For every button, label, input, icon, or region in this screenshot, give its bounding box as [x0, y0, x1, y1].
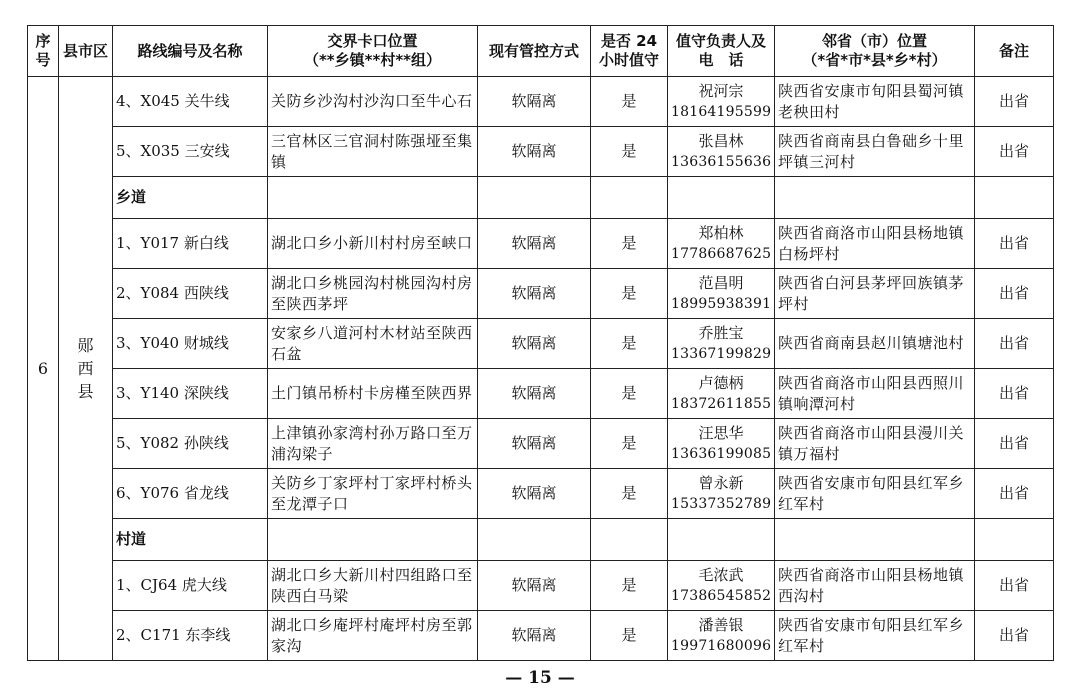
control-cell: 软隔离: [478, 369, 591, 419]
control-cell: 软隔离: [478, 219, 591, 269]
checkpoint-cell: 关防乡丁家坪村丁家坪村桥头至龙潭子口: [268, 469, 478, 519]
person-phone: 13636199085: [671, 445, 772, 462]
empty-cell: [975, 177, 1054, 219]
empty-cell: [775, 519, 975, 561]
person-name: 郑柏林: [698, 223, 744, 242]
header-neighbor: [775, 26, 975, 77]
empty-cell: [268, 519, 478, 561]
person-cell: [668, 419, 775, 469]
note-cell: 出省: [975, 219, 1054, 269]
person-name: 毛浓武: [698, 565, 744, 584]
empty-cell: [775, 177, 975, 219]
person-name: 范昌明: [698, 273, 744, 292]
route-cell: 6、Y076 省龙线: [113, 469, 268, 519]
duty24-cell: 是: [591, 77, 668, 127]
note-cell: 出省: [975, 611, 1054, 661]
person-phone: 17386545852: [671, 587, 772, 604]
empty-cell: [591, 177, 668, 219]
checkpoint-table: [27, 25, 1054, 661]
person-phone: 13636155636: [671, 153, 772, 170]
group-seq: 6: [28, 77, 59, 661]
note-cell: 出省: [975, 561, 1054, 611]
note-cell: 出省: [975, 127, 1054, 177]
note-cell: 出省: [975, 319, 1054, 369]
section-row-township: [28, 177, 1054, 219]
control-cell: 软隔离: [478, 127, 591, 177]
checkpoint-cell: 湖北口乡小新川村村房至峡口: [268, 219, 478, 269]
table-row: [28, 127, 1054, 177]
route-cell: 2、Y084 西陕线: [113, 269, 268, 319]
person-cell: [668, 219, 775, 269]
checkpoint-cell: 安家乡八道河村木材站至陕西石盆: [268, 319, 478, 369]
header-control: 现有管控方式: [478, 26, 591, 77]
neighbor-cell: 陕西省安康市旬阳县红军乡红军村: [775, 469, 975, 519]
neighbor-cell: 陕西省商洛市山阳县西照川镇响潭河村: [775, 369, 975, 419]
header-neighbor-line1: 邻省（市）位置: [821, 32, 927, 50]
header-checkpoint: [268, 26, 478, 77]
duty24-cell: 是: [591, 319, 668, 369]
table-row: [28, 419, 1054, 469]
neighbor-cell: 陕西省商南县白鲁础乡十里坪镇三河村: [775, 127, 975, 177]
header-duty24-line2: 小时值守: [598, 51, 659, 69]
person-name: 张昌林: [698, 131, 744, 150]
person-name: 乔胜宝: [698, 323, 744, 342]
duty24-cell: 是: [591, 419, 668, 469]
checkpoint-cell: 土门镇吊桥村卡房槿至陕西界: [268, 369, 478, 419]
note-cell: 出省: [975, 469, 1054, 519]
table-row: [28, 611, 1054, 661]
neighbor-cell: 陕西省商洛市山阳县漫川关镇万福村: [775, 419, 975, 469]
header-route: 路线编号及名称: [113, 26, 268, 77]
note-cell: 出省: [975, 269, 1054, 319]
person-name: 祝河宗: [698, 81, 744, 100]
checkpoint-cell: 湖北口乡桃园沟村桃园沟村房至陕西茅坪: [268, 269, 478, 319]
neighbor-cell: 陕西省商洛市山阳县杨地镇白杨坪村: [775, 219, 975, 269]
person-cell: [668, 561, 775, 611]
header-seq: 序号: [28, 26, 59, 77]
duty24-cell: 是: [591, 611, 668, 661]
table-row: [28, 369, 1054, 419]
document-sheet: [27, 25, 1053, 661]
route-cell: 2、C171 东李线: [113, 611, 268, 661]
table-row: [28, 319, 1054, 369]
section-label-township: 乡道: [113, 177, 268, 219]
table-body: [28, 77, 1054, 661]
header-person-line1: 值守负责人及: [675, 32, 766, 50]
group-county: [59, 77, 113, 661]
control-cell: 软隔离: [478, 611, 591, 661]
empty-cell: [478, 177, 591, 219]
neighbor-cell: 陕西省白河县茅坪回族镇茅坪村: [775, 269, 975, 319]
route-cell: 5、X035 三安线: [113, 127, 268, 177]
person-name: 曾永新: [698, 473, 744, 492]
person-phone: 18372611855: [671, 395, 772, 412]
header-note: 备注: [975, 26, 1054, 77]
county-name: 郧 西 县: [77, 336, 94, 401]
control-cell: 软隔离: [478, 561, 591, 611]
person-phone: 15337352789: [671, 495, 772, 512]
table-header: [28, 26, 1054, 77]
table-row: [28, 469, 1054, 519]
header-checkpoint-line1: 交界卡口位置: [327, 32, 418, 50]
person-phone: 13367199829: [671, 345, 772, 362]
note-cell: 出省: [975, 77, 1054, 127]
table-row: [28, 219, 1054, 269]
person-phone: 18164195599: [671, 103, 772, 120]
person-name: 潘善银: [698, 615, 744, 634]
person-cell: [668, 127, 775, 177]
empty-cell: [975, 519, 1054, 561]
empty-cell: [478, 519, 591, 561]
page-number: — 15 —: [505, 668, 575, 688]
checkpoint-cell: 湖北口乡庵坪村庵坪村房至郭家沟: [268, 611, 478, 661]
route-cell: 3、Y140 深陕线: [113, 369, 268, 419]
neighbor-cell: 陕西省商南县赵川镇塘池村: [775, 319, 975, 369]
control-cell: 软隔离: [478, 269, 591, 319]
header-checkpoint-line2: （**乡镇**村**组）: [303, 51, 442, 69]
duty24-cell: 是: [591, 127, 668, 177]
duty24-cell: 是: [591, 469, 668, 519]
duty24-cell: 是: [591, 369, 668, 419]
person-cell: [668, 269, 775, 319]
person-phone: 19971680096: [671, 637, 772, 654]
control-cell: 软隔离: [478, 319, 591, 369]
person-name: 汪思华: [698, 423, 744, 442]
person-cell: [668, 319, 775, 369]
route-cell: 1、Y017 新白线: [113, 219, 268, 269]
route-cell: 5、Y082 孙陕线: [113, 419, 268, 469]
header-county: 县市区: [59, 26, 113, 77]
header-person: [668, 26, 775, 77]
route-cell: 4、X045 关牛线: [113, 77, 268, 127]
person-cell: [668, 611, 775, 661]
route-cell: 3、Y040 财城线: [113, 319, 268, 369]
neighbor-cell: 陕西省安康市旬阳县红军乡红军村: [775, 611, 975, 661]
header-neighbor-line2: （*省*市*县*乡*村）: [802, 51, 947, 69]
control-cell: 软隔离: [478, 469, 591, 519]
empty-cell: [268, 177, 478, 219]
checkpoint-cell: 关防乡沙沟村沙沟口至牛心石: [268, 77, 478, 127]
empty-cell: [668, 177, 775, 219]
control-cell: 软隔离: [478, 77, 591, 127]
control-cell: 软隔离: [478, 419, 591, 469]
empty-cell: [591, 519, 668, 561]
empty-cell: [668, 519, 775, 561]
person-name: 卢德柄: [698, 373, 744, 392]
route-cell: 1、CJ64 虎大线: [113, 561, 268, 611]
person-cell: [668, 77, 775, 127]
neighbor-cell: 陕西省商洛市山阳县杨地镇西沟村: [775, 561, 975, 611]
person-phone: 17786687625: [671, 245, 772, 262]
neighbor-cell: 陕西省安康市旬阳县蜀河镇老秧田村: [775, 77, 975, 127]
duty24-cell: 是: [591, 561, 668, 611]
section-label-village: 村道: [113, 519, 268, 561]
header-duty24: [591, 26, 668, 77]
person-cell: [668, 469, 775, 519]
header-person-line2: 电 话: [698, 51, 744, 69]
checkpoint-cell: 三官林区三官洞村陈强垭至集镇: [268, 127, 478, 177]
person-cell: [668, 369, 775, 419]
checkpoint-cell: 湖北口乡大新川村四组路口至陕西白马梁: [268, 561, 478, 611]
table-row: [28, 77, 1054, 127]
person-phone: 18995938391: [671, 295, 772, 312]
table-row: [28, 269, 1054, 319]
table-row: [28, 561, 1054, 611]
duty24-cell: 是: [591, 219, 668, 269]
note-cell: 出省: [975, 419, 1054, 469]
checkpoint-cell: 上津镇孙家湾村孙万路口至万浦沟梁子: [268, 419, 478, 469]
section-row-village: [28, 519, 1054, 561]
header-duty24-line1: 是否 24: [600, 32, 658, 50]
note-cell: 出省: [975, 369, 1054, 419]
duty24-cell: 是: [591, 269, 668, 319]
